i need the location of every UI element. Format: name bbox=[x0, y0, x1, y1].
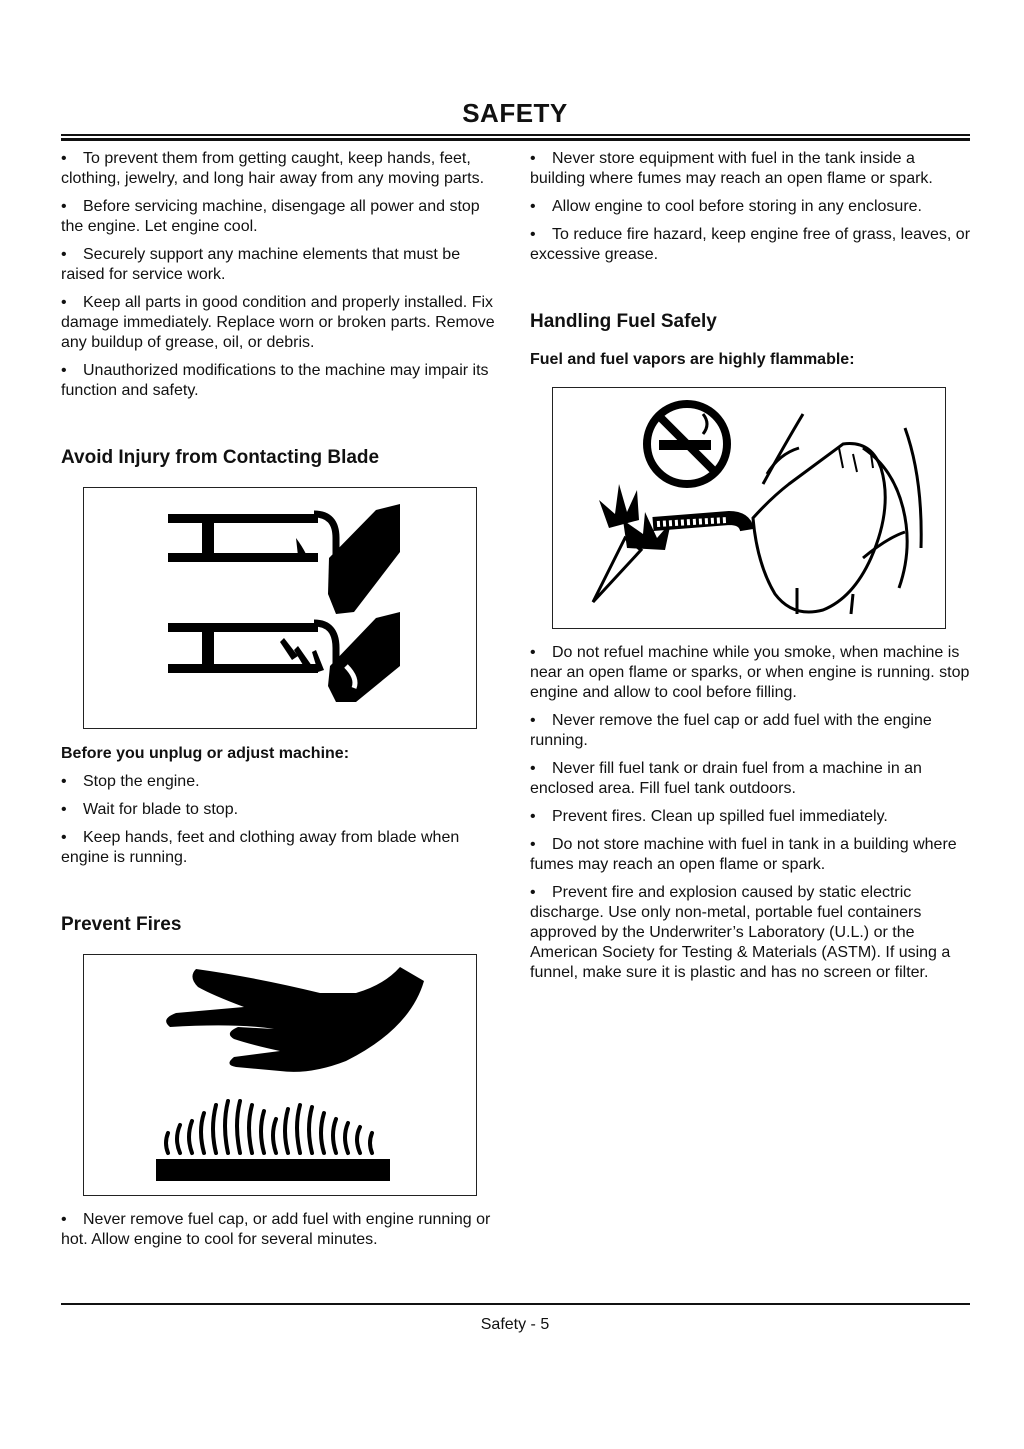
bullet-item: • Never remove the fuel cap or add fuel with the engine running. bbox=[530, 712, 932, 749]
refuel-figure bbox=[552, 387, 946, 629]
bullet-item: • To prevent them from getting caught, keep hands, feet, clothing, jewelry, and long hair away from any moving parts. bbox=[61, 150, 485, 187]
header-rule bbox=[61, 134, 970, 136]
hot-surface-icon bbox=[84, 955, 476, 1195]
bullet-item: • Never remove fuel cap, or add fuel with engine running or hot. Allow engine to cool for several minutes. bbox=[61, 1211, 491, 1248]
section-heading-fuel: Handling Fuel Safely bbox=[530, 311, 717, 332]
page-title: SAFETY bbox=[462, 98, 568, 128]
blade-subheading: Before you unplug or adjust machine: bbox=[61, 745, 350, 762]
left-column bbox=[61, 149, 501, 1258]
section-heading-fires: Prevent Fires bbox=[61, 914, 182, 935]
fuel-subheading: Fuel and fuel vapors are highly flammable: bbox=[530, 351, 855, 368]
bullet-item: • Do not store machine with fuel in tank in a building where fumes may reach an open flame or spark. bbox=[530, 836, 957, 873]
bullet-item: • Prevent fires. Clean up spilled fuel immediately. bbox=[530, 808, 888, 825]
bullet-item: • Never fill fuel tank or drain fuel from a machine in an enclosed area. Fill fuel tank outdoors. bbox=[530, 760, 922, 797]
page-number: Safety - 5 bbox=[480, 1316, 550, 1333]
bullet-item: • Keep all parts in good condition and properly installed. Fix damage immediately. Replace worn or broken parts. Remove any buildup of grease, oil, or debris. bbox=[61, 294, 495, 351]
bullet-item: • Stop the engine. bbox=[61, 773, 200, 790]
bullet-item: • Do not refuel machine while you smoke, when machine is near an open flame or sparks, or when engine is running. stop engine and allow to cool before filling. bbox=[530, 644, 970, 701]
bullet-item: • Allow engine to cool before storing in any enclosure. bbox=[530, 198, 922, 215]
bullet-item: • Keep hands, feet and clothing away from blade when engine is running. bbox=[61, 829, 460, 866]
bullet-item: • Prevent fire and explosion caused by static electric discharge. Use only non-metal, portable fuel containers approved by the Underwriter’s Laboratory (U.L.) or the American Society for Testing & Materials (ASTM). If using a funnel, make sure it is plastic and has no screen or filter. bbox=[530, 884, 951, 981]
hot-surface-figure bbox=[83, 954, 477, 1196]
footer-rule bbox=[61, 1303, 970, 1305]
right-column bbox=[530, 149, 970, 991]
blade-hazard-figure bbox=[83, 487, 477, 729]
bullet-item: • Before servicing machine, disengage all power and stop the engine. Let engine cool. bbox=[61, 198, 480, 235]
bullet-item: • To reduce fire hazard, keep engine free of grass, leaves, or excessive grease. bbox=[530, 226, 971, 263]
bullet-item: • Unauthorized modifications to the machine may impair its function and safety. bbox=[61, 362, 489, 399]
bullet-item: • Never store equipment with fuel in the tank inside a building where fumes may reach an open flame or spark. bbox=[530, 150, 933, 187]
blade-hazard-icon bbox=[84, 488, 476, 728]
no-smoking-refuel-icon bbox=[553, 388, 945, 628]
bullet-item: • Wait for blade to stop. bbox=[61, 801, 239, 818]
section-heading-blade: Avoid Injury from Contacting Blade bbox=[61, 447, 380, 468]
bullet-item: • Securely support any machine elements that must be raised for service work. bbox=[61, 246, 461, 283]
header-rule-thick bbox=[61, 138, 970, 141]
